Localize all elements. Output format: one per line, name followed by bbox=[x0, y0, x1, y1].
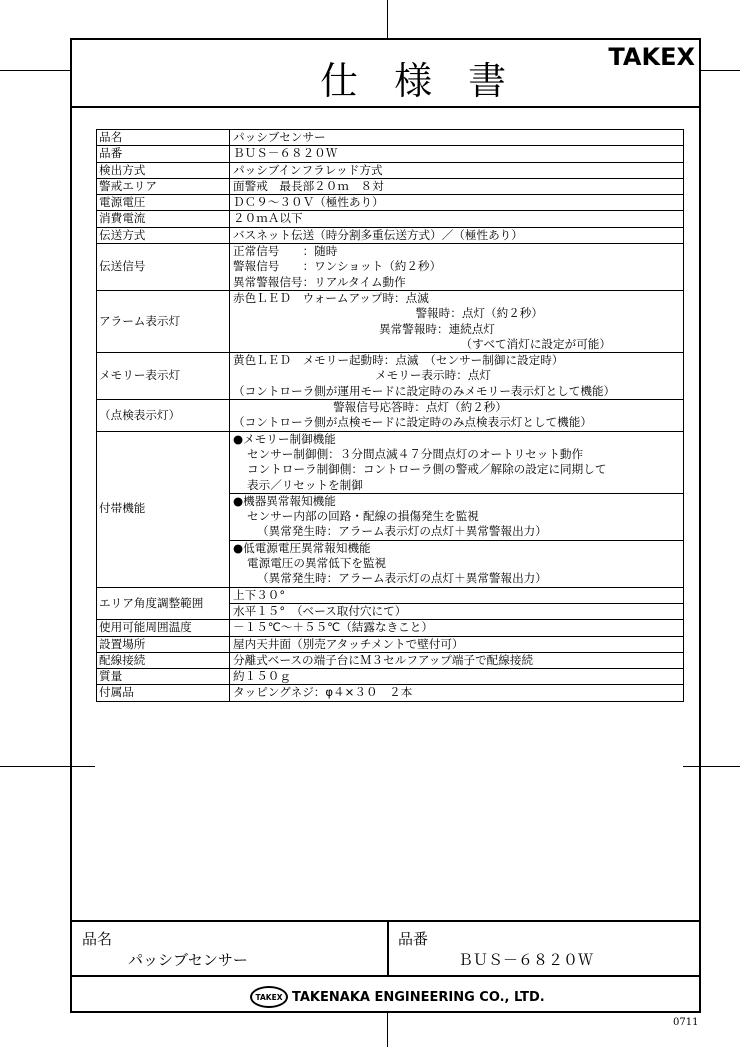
spec-line: ●低電源電圧異常報知機能 bbox=[233, 540, 371, 555]
page-title: 仕 様 書 bbox=[320, 59, 519, 103]
spec-line: 電源電圧の異常低下を監視 bbox=[247, 556, 387, 571]
spec-value bbox=[230, 400, 684, 432]
spec-label: 付帯機能 bbox=[97, 431, 230, 587]
company-block bbox=[250, 986, 545, 1008]
spec-line: （異常発生時：アラーム表示灯の点灯＋異常警報出力） bbox=[257, 524, 547, 539]
title-block-row bbox=[72, 922, 699, 977]
spec-value bbox=[230, 540, 684, 587]
company-logo: TAKEX bbox=[250, 986, 288, 1008]
table-row bbox=[97, 353, 684, 400]
table-row bbox=[97, 195, 684, 211]
spec-label: 品名 bbox=[97, 130, 230, 146]
spec-value: 面警戒 最長部２０ｍ ８対 bbox=[230, 178, 684, 194]
spec-label: 配線接続 bbox=[97, 652, 230, 668]
spec-value: －１５℃～＋５５℃（結露なきこと） bbox=[230, 620, 684, 636]
table-row bbox=[97, 620, 684, 636]
spec-line: （コントローラ側が点検モードに設定時のみ点検表示灯として機能） bbox=[233, 415, 592, 430]
spec-value: 分離式ベースの端子台にＭ３セルフアップ端子で配線接続 bbox=[230, 652, 684, 668]
table-row bbox=[97, 685, 684, 701]
spec-value bbox=[230, 290, 684, 352]
spec-line: ●メモリー制御機能 bbox=[233, 431, 336, 446]
spec-line: 異常警報時：連続点灯 bbox=[379, 321, 495, 336]
title-bar bbox=[72, 40, 699, 108]
document-frame bbox=[70, 38, 701, 1013]
spec-line: （すべて消灯に設定が可能） bbox=[460, 336, 611, 351]
title-block-divider bbox=[387, 922, 389, 975]
spec-value: ＢＵＳ－６８２０Ｗ bbox=[230, 146, 684, 162]
spec-value: パッシブインフラレッド方式 bbox=[230, 162, 684, 178]
crop-mark-left-top bbox=[0, 70, 70, 71]
spec-line: 黄色ＬＥＤ メモリー起動時：点滅 （センサー制御に設定時） bbox=[233, 353, 564, 368]
spec-value bbox=[230, 493, 684, 540]
spec-label: 付属品 bbox=[97, 685, 230, 701]
spec-value: パッシブセンサー bbox=[230, 130, 684, 146]
spec-value: 水平１５° （ベース取付穴にて） bbox=[230, 603, 684, 619]
spec-value: ＤＣ９～３０Ｖ（極性あり） bbox=[230, 195, 684, 211]
spec-label: エリア角度調整範囲 bbox=[97, 587, 230, 620]
spec-label: 使用可能周囲温度 bbox=[97, 620, 230, 636]
spec-label: 設置場所 bbox=[97, 636, 230, 652]
spec-label: （点検表示灯） bbox=[97, 400, 230, 432]
table-row bbox=[97, 652, 684, 668]
footer-model-value: ＢＵＳ－６８２０Ｗ bbox=[458, 951, 594, 969]
table-row bbox=[97, 587, 684, 603]
spec-value: 上下３０° bbox=[230, 587, 684, 603]
table-row bbox=[97, 669, 684, 685]
spec-value: 屋内天井面（別売アタッチメントで壁付可） bbox=[230, 636, 684, 652]
footer-name-label: 品名 bbox=[82, 930, 113, 948]
spec-line: 正常信号 ：随時 bbox=[233, 244, 338, 259]
crop-mark-right-top bbox=[701, 70, 740, 71]
title-block bbox=[72, 920, 699, 1013]
spec-label: 警戒エリア bbox=[97, 178, 230, 194]
spec-label: 伝送方式 bbox=[97, 227, 230, 243]
spec-value: タッピングネジ：φ４×３０ ２本 bbox=[230, 685, 684, 701]
spec-line: 警報信号応答時：点灯（約２秒） bbox=[333, 400, 507, 415]
spec-line: センサー内部の回路・配線の損傷発生を監視 bbox=[247, 509, 479, 524]
spec-line: 赤色ＬＥＤ ウォームアップ時：点滅 bbox=[233, 290, 429, 305]
spec-line: 表示／リセットを制御 bbox=[247, 477, 363, 492]
table-row bbox=[97, 431, 684, 493]
footer-name-value: パッシブセンサー bbox=[128, 951, 248, 969]
crop-mark-bottom bbox=[387, 1013, 388, 1047]
spec-line: ●機器異常報知機能 bbox=[233, 493, 336, 508]
spec-label: 電源電圧 bbox=[97, 195, 230, 211]
spec-label: 品番 bbox=[97, 146, 230, 162]
table-row bbox=[97, 227, 684, 243]
spec-line: コントローラ制御側：コントローラ側の警戒／解除の設定に同期して bbox=[247, 462, 607, 477]
spec-line: 異常警報信号：リアルタイム動作 bbox=[233, 274, 406, 289]
spec-value: ２０ｍＡ以下 bbox=[230, 211, 684, 227]
spec-line: 警報信号 ：ワンショット（約２秒） bbox=[233, 259, 442, 274]
spec-value bbox=[230, 431, 684, 493]
spec-label: 検出方式 bbox=[97, 162, 230, 178]
table-row bbox=[97, 636, 684, 652]
spec-value bbox=[230, 353, 684, 400]
spec-value: 約１５０ｇ bbox=[230, 669, 684, 685]
document-code: 0711 bbox=[673, 1017, 699, 1028]
spec-value: バスネット伝送（時分割多重伝送方式）／（極性あり） bbox=[230, 227, 684, 243]
table-row bbox=[97, 244, 684, 291]
company-name: TAKENAKA ENGINEERING CO., LTD. bbox=[292, 989, 545, 1005]
spec-line: 警報時：点灯（約２秒） bbox=[415, 306, 543, 321]
spec-line: センサー制御側：３分間点滅４７分間点灯のオートリセット動作 bbox=[247, 446, 584, 461]
spec-line: （コントローラ側が運用モードに設定時のみメモリー表示灯として機能） bbox=[233, 383, 616, 398]
table-row bbox=[97, 130, 684, 146]
spec-label: アラーム表示灯 bbox=[97, 290, 230, 352]
spec-label: メモリー表示灯 bbox=[97, 353, 230, 400]
table-row bbox=[97, 290, 684, 352]
table-row bbox=[97, 178, 684, 194]
table-row bbox=[97, 211, 684, 227]
brand-logo: TAKEX bbox=[608, 43, 695, 71]
table-row bbox=[97, 400, 684, 432]
spec-label: 質量 bbox=[97, 669, 230, 685]
spec-label: 消費電流 bbox=[97, 211, 230, 227]
table-row bbox=[97, 146, 684, 162]
spec-table bbox=[96, 129, 684, 702]
spec-label: 伝送信号 bbox=[97, 244, 230, 291]
spec-line: メモリー表示時：点灯 bbox=[375, 368, 491, 383]
footer-model-label: 品番 bbox=[398, 930, 429, 948]
table-row bbox=[97, 162, 684, 178]
spec-line: （異常発生時：アラーム表示灯の点灯＋異常警報出力） bbox=[257, 571, 547, 586]
crop-mark-top bbox=[387, 0, 388, 38]
spec-value bbox=[230, 244, 684, 291]
